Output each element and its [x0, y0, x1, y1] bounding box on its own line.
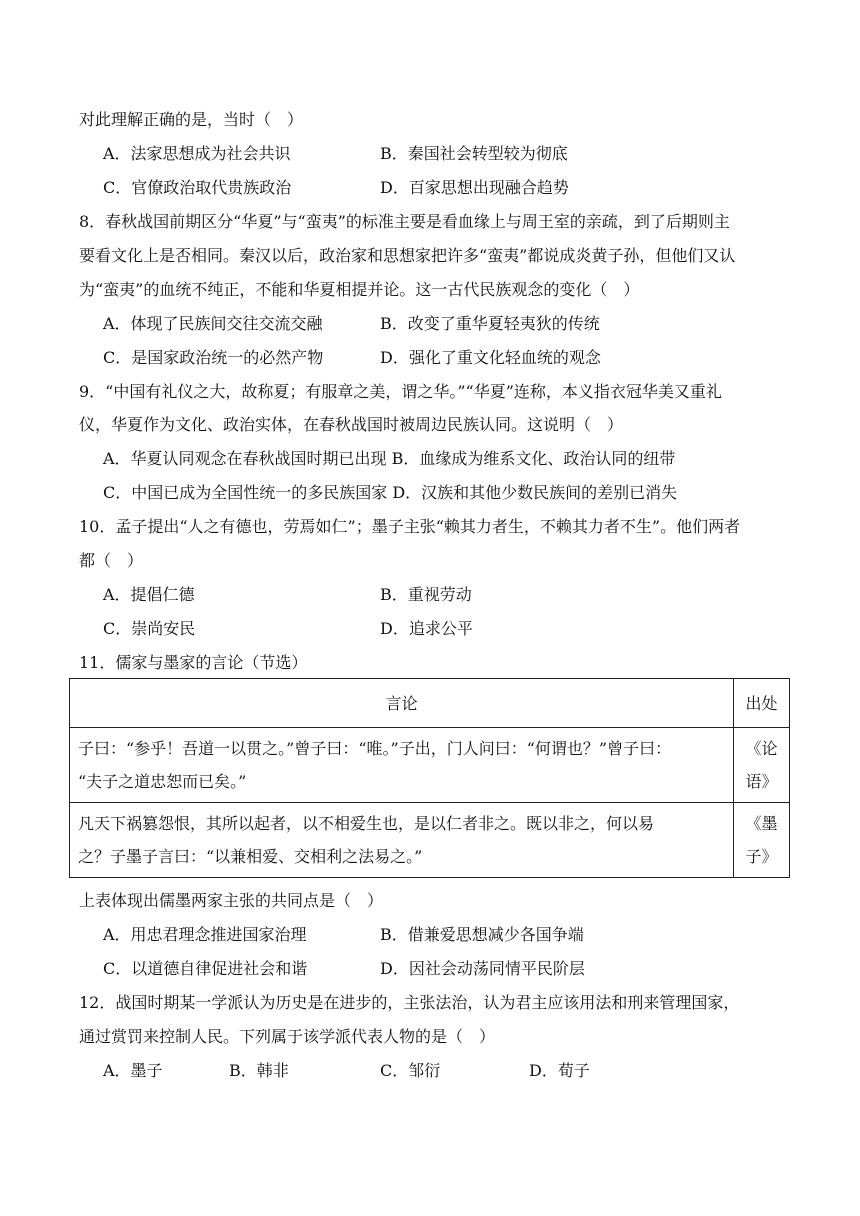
table-header-row: [70, 679, 790, 728]
source-line: 语》: [745, 772, 778, 791]
q11-quotes-table: [69, 678, 790, 878]
q10-option-b[interactable]: B．重视劳动: [380, 585, 472, 604]
q12-stem-line: 通过赏罚来控制人民。下列属于该学派代表人物的是（ ）: [79, 1027, 496, 1046]
quote-cell: [70, 803, 734, 878]
source-line: 子》: [745, 847, 778, 866]
q7-option-b[interactable]: B．秦国社会转型较为彻底: [380, 144, 568, 163]
table-row: [70, 803, 790, 878]
header-source: 出处: [734, 679, 790, 728]
quote-line: 子曰：“参乎！吾道一以贯之。”曾子曰：“唯。”子出，门人问曰：“何谓也？”曾子曰：: [78, 739, 672, 758]
q12-option-c[interactable]: C．邹衍: [380, 1061, 441, 1080]
q8-stem-line: 为“蛮夷”的血统不纯正，不能和华夏相提并论。这一古代民族观念的变化（ ）: [79, 280, 640, 299]
table-row: [70, 728, 790, 803]
q11-question: 上表体现出儒墨两家主张的共同点是（ ）: [79, 891, 384, 910]
q8-stem-line: 8．春秋战国前期区分“华夏”与“蛮夷”的标准主要是看血缘上与周王室的亲疏，到了后期则主: [79, 212, 730, 231]
q12-option-a[interactable]: A．墨子: [103, 1061, 163, 1080]
q7-stem-tail: 对此理解正确的是，当时（ ）: [79, 110, 304, 129]
q7-option-a[interactable]: A．法家思想成为社会共识: [103, 144, 291, 163]
quote-line: 凡天下祸篡怨恨，其所以起者，以不相爱生也，是以仁者非之。既以非之，何以易: [78, 814, 655, 833]
q9-stem-line: 9．“中国有礼仪之大，故称夏；有服章之美，谓之华。”“华夏”连称，本义指衣冠华美又重礼: [79, 382, 722, 401]
q7-option-d[interactable]: D．百家思想出现融合趋势: [380, 178, 569, 197]
q9-options-row-ab[interactable]: A．华夏认同观念在春秋战国时期已出现 B．血缘成为维系文化、政治认同的纽带: [103, 449, 676, 468]
q10-option-d[interactable]: D．追求公平: [380, 619, 473, 638]
q11-option-b[interactable]: B．借兼爱思想减少各国争端: [380, 925, 584, 944]
q8-stem-line: 要看文化上是否相同。秦汉以后，政治家和思想家把许多“蛮夷”都说成炎黄子孙，但他们又认: [79, 246, 736, 265]
quote-line: “夫子之道忠恕而已矣。”: [78, 772, 247, 791]
q7-option-c[interactable]: C．官僚政治取代贵族政治: [103, 178, 292, 197]
q8-option-b[interactable]: B．改变了重华夏轻夷狄的传统: [380, 314, 600, 333]
header-quote: 言论: [70, 679, 734, 728]
quote-cell: [70, 728, 734, 803]
q10-option-a[interactable]: A．提倡仁德: [103, 585, 195, 604]
q11-option-d[interactable]: D．因社会动荡同情平民阶层: [380, 959, 585, 978]
q11-title: 11．儒家与墨家的言论（节选）: [79, 653, 308, 672]
q8-option-a[interactable]: A．体现了民族间交往交流交融: [103, 314, 323, 333]
q11-option-a[interactable]: A．用忠君理念推进国家治理: [103, 925, 307, 944]
q10-option-c[interactable]: C．崇尚安民: [103, 619, 196, 638]
q8-option-c[interactable]: C．是国家政治统一的必然产物: [103, 348, 324, 367]
source-cell: [734, 728, 790, 803]
q11-option-c[interactable]: C．以道德自律促进社会和谐: [103, 959, 308, 978]
source-line: 《论: [745, 739, 778, 758]
quote-line: 之？子墨子言曰：“以兼相爱、交相利之法易之。”: [78, 847, 423, 866]
source-line: 《墨: [745, 814, 778, 833]
q12-option-d[interactable]: D．荀子: [529, 1061, 590, 1080]
q9-stem-line: 仪，华夏作为文化、政治实体，在春秋战国时被周边民族认同。这说明（ ）: [79, 415, 624, 434]
q12-option-b[interactable]: B．韩非: [229, 1061, 289, 1080]
q8-option-d[interactable]: D．强化了重文化轻血统的观念: [380, 348, 601, 367]
q9-options-row-cd[interactable]: C．中国已成为全国性统一的多民族国家 D．汉族和其他少数民族间的差别已消失: [103, 483, 678, 502]
q10-stem-line: 都（ ）: [79, 551, 144, 570]
q10-stem-line: 10．孟子提出“人之有德也，劳焉如仁”；墨子主张“赖其力者生，不赖其力者不生”。他们两者: [79, 517, 741, 536]
source-cell: [734, 803, 790, 878]
q12-stem-line: 12．战国时期某一学派认为历史是在进步的，主张法治，认为君主应该用法和刑来管理国家，: [79, 993, 740, 1012]
